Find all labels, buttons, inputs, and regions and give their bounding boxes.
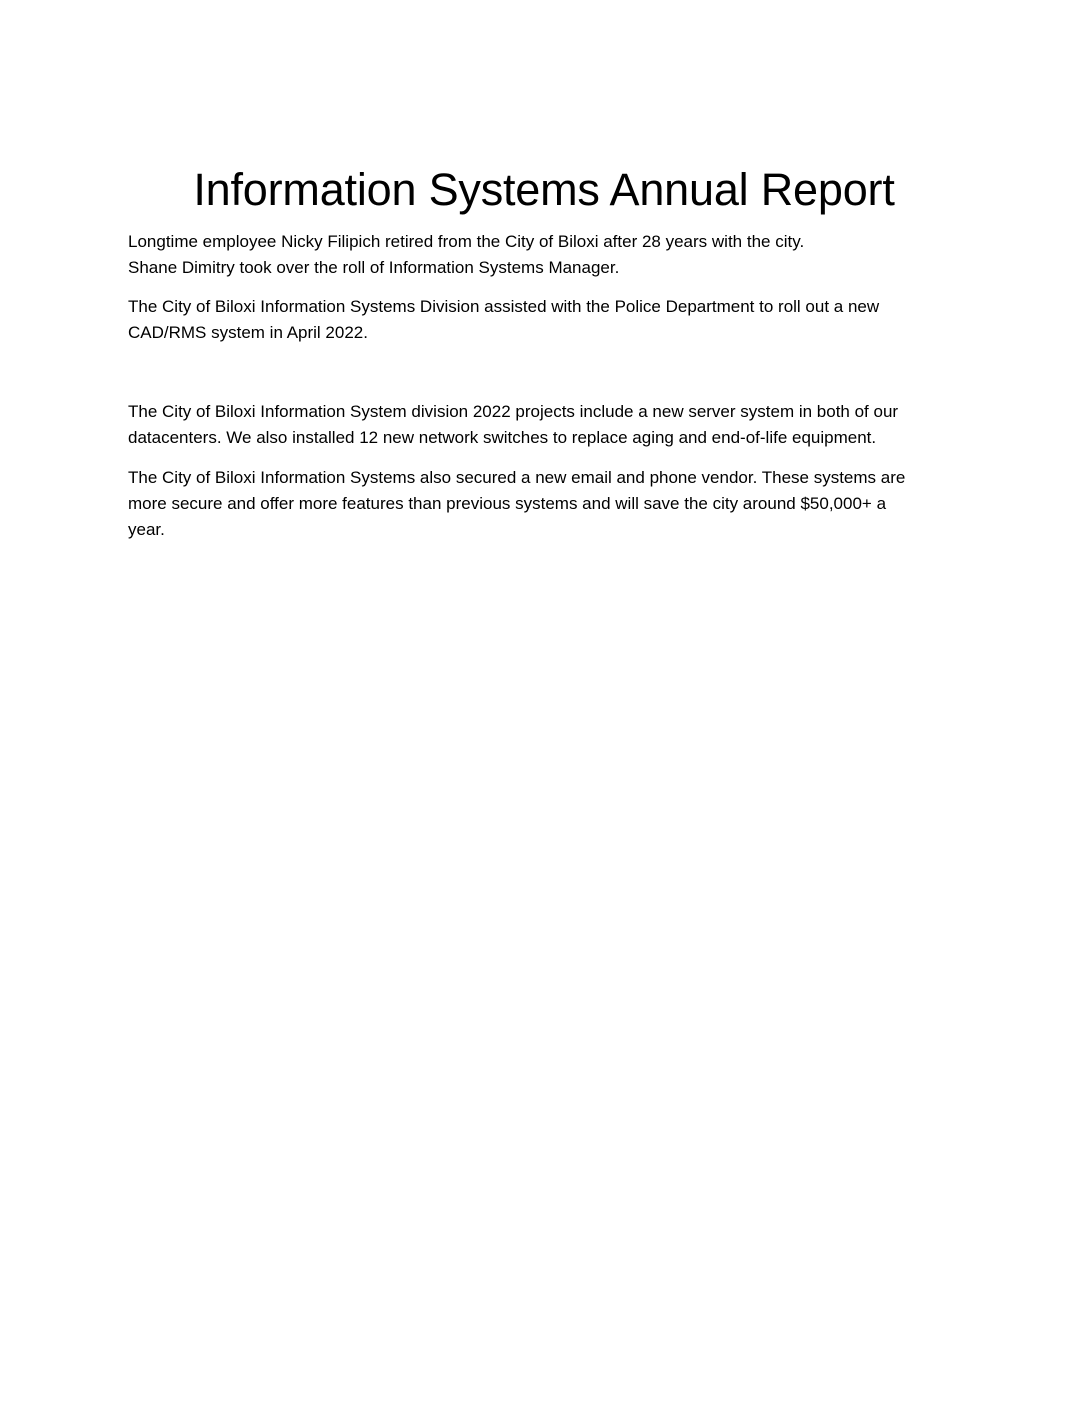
paragraph-projects: [128, 399, 948, 451]
paragraph-line: more secure and offer more features than previous systems and will save the city around $50,000+ a: [128, 494, 887, 513]
paragraph-line: The City of Biloxi Information Systems also secured a new email and phone vendor. These systems are: [128, 468, 906, 487]
paragraph-line: year.: [128, 520, 165, 539]
paragraph-line: Longtime employee Nicky Filipich retired from the City of Biloxi after 28 years with the city.: [128, 232, 805, 251]
paragraph-line: The City of Biloxi Information Systems Division assisted with the Police Department to roll out a new: [128, 297, 880, 316]
paragraph-vendor: [128, 465, 948, 543]
paragraph-line: The City of Biloxi Information System division 2022 projects include a new server system in both of our: [128, 402, 899, 421]
paragraph-line: CAD/RMS system in April 2022.: [128, 323, 368, 342]
paragraph-retirement: [128, 229, 948, 281]
paragraph-line: datacenters. We also installed 12 new network switches to replace aging and end-of-life equipment.: [128, 428, 877, 447]
paragraph-cad-rms: [128, 294, 948, 346]
page-title: Information Systems Annual Report: [193, 164, 895, 216]
paragraph-line: Shane Dimitry took over the roll of Information Systems Manager.: [128, 258, 620, 277]
